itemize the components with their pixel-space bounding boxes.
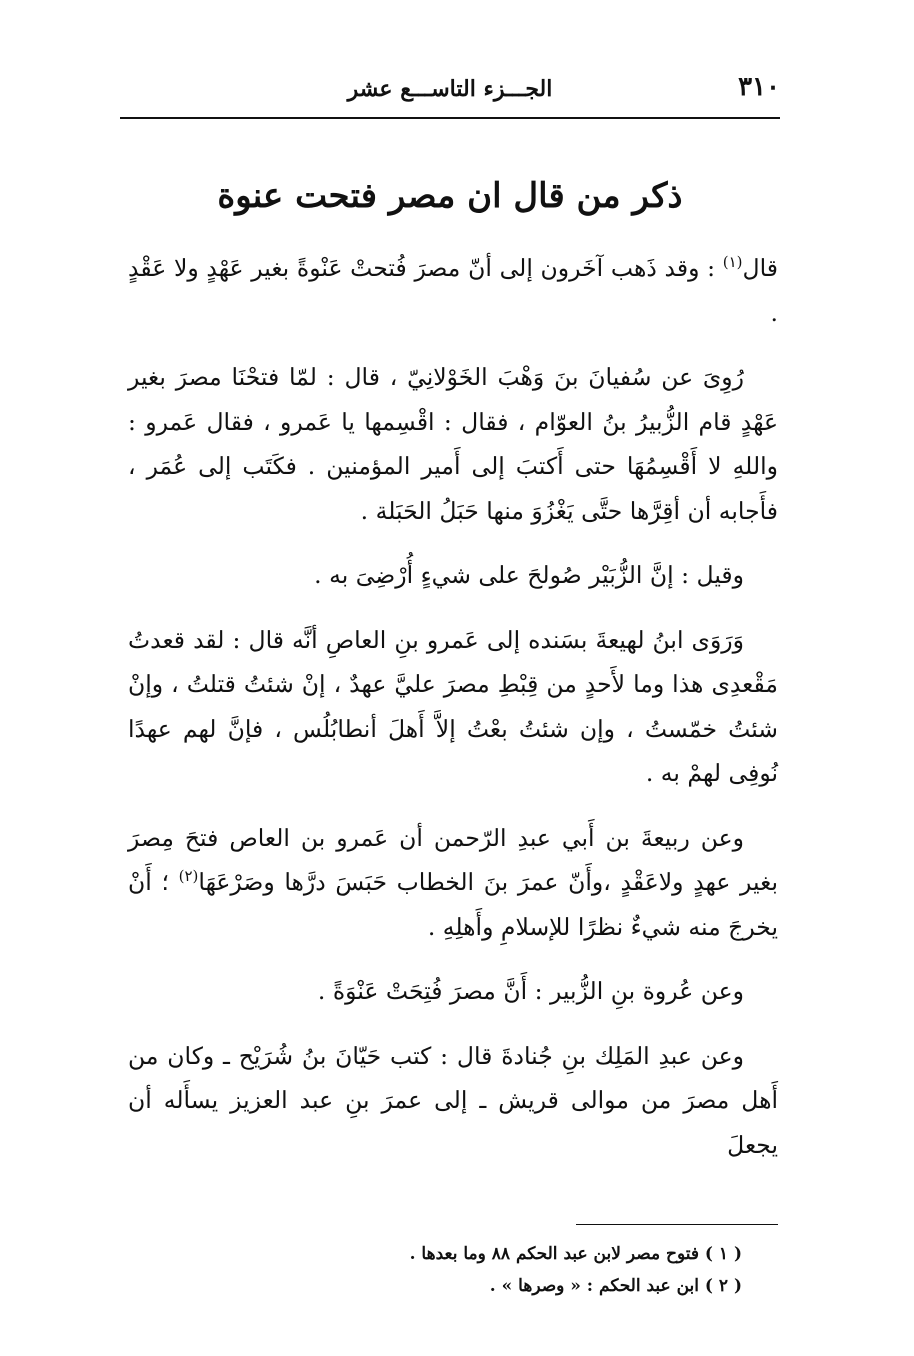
footnote-ref-1[interactable]: (١) (722, 253, 743, 272)
footnotes (300, 1238, 742, 1302)
footnote-1: ( ١ ) فتوح مصر لابن عبد الحكم ٨٨ وما بعدها . (409, 1244, 742, 1264)
paragraph-1 (128, 246, 778, 335)
header-rule (120, 117, 780, 119)
paragraph-4: وَرَوَى ابنُ لهيعةَ بسَنده إلى عَمرو بنِ العاصِ أنَّه قال : لقد قعدتُ مَقْعدِى هذا وما لأَحدٍ من قِبْطِ مصرَ عليَّ عهدٌ ، إنْ شئتُ قتلتُ ، وإنْ شئتُ خمّستُ ، وإن شئتُ بعْتُ إلاَّ أَهلَ أنطابُلُس ، فإنَّ لهم عهدًا نُوفِى لهمْ به . (128, 625, 778, 787)
paragraph-2: رُوِىَ عن سُفيانَ بنَ وَهْبَ الخَوْلانِيّ ، قال : لمّا فتحْنَا مصرَ بغير عَهْدٍ قام الزُّبيرُ بنُ العوّام ، فقال : اقْسِمها يا عَمرو ، فقال عَمرو : واللهِ لا أَقْسِمُهَا حتى أَكتبَ إلى أَمير المؤمنين . فكَتَب إلى عُمَر ، فأَجابه أن أقِرَّها حتَّى يَغْزُوَ منها حَبَلُ الحَبَلة . (128, 363, 778, 525)
footnote-ref-2[interactable]: (٢) (178, 867, 199, 886)
footnote-2: ( ٢ ) ابن عبد الحكم : « وصرها » . (489, 1276, 742, 1296)
section-title: ذكر من قال ان مصر فتحت عنوة (217, 176, 683, 216)
paragraph-5 (128, 816, 778, 950)
page-number: ٣١٠ (738, 72, 780, 102)
running-head: الجـــزء التاســـع عشر (347, 76, 553, 102)
footnote-rule (576, 1224, 778, 1225)
page-header (120, 70, 780, 114)
paragraph-1-lead: قال (742, 254, 778, 282)
paragraph-5-lead: وعن ربيعةَ بن أَبي عبدِ الرّحمن أن عَمرو بن العاص فتحَ مِصرَ بغير عهدٍ ولاعَقْدٍ ،وأَنّ عمرَ بنَ الخطاب حَبَسَ درَّها وصَرْعَهَا (128, 823, 778, 896)
paragraph-3: وقيل : إنَّ الزُّبَيْر صُولحَ على شيءٍ أُرْضِىَ به . (314, 561, 744, 589)
paragraph-5-text: ؛ أَنْ يخرجَ منه شيءٌ نظرًا للإسلامِ وأَهلِهِ . (128, 868, 778, 941)
paragraph-7: وعن عبدِ المَلِك بنِ جُنادةَ قال : كتب حَيّانَ بنُ شُرَيْح ـ وكان من أَهل مصرَ من موالى قريش ـ إلى عمرَ بنِ عبد العزيز يسأَله أن يجعلَ (128, 1041, 778, 1159)
body-text (128, 246, 778, 1187)
paragraph-6: وعن عُروة بنِ الزُّبير : أَنَّ مصرَ فُتِحَتْ عَنْوَةً . (317, 977, 744, 1005)
paragraph-1-text: : وقد ذَهب آخَرون إلى أنّ مصرَ فُتحتْ عَنْوةً بغير عَهْدٍ ولا عَقْدٍ . (128, 254, 778, 327)
